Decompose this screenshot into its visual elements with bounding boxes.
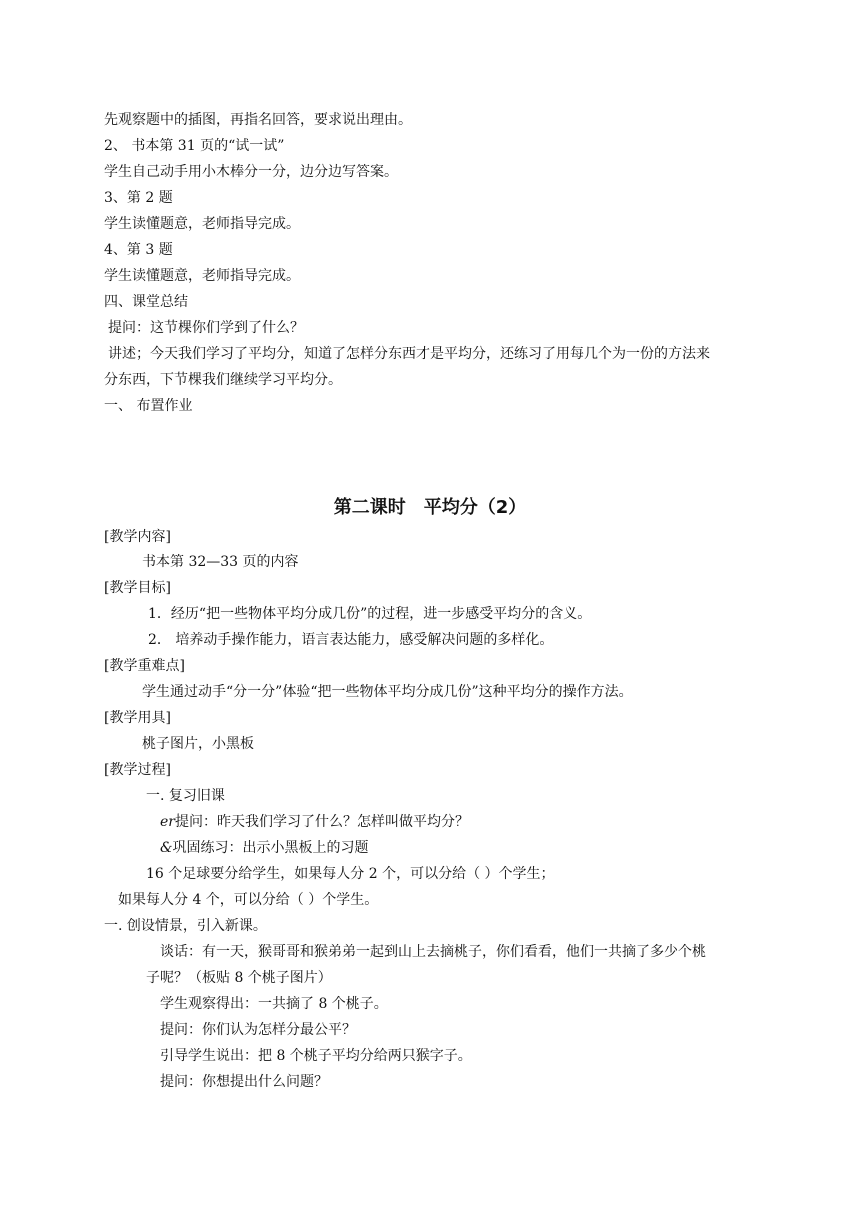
goal-item: 1．经历“把一些物体平均分成几份”的过程，进一步感受平均分的含义。 [148,606,592,622]
intro-heading: 一. 创设情景，引入新课。 [104,918,267,934]
text-line: 学生读懂题意，老师指导完成。 [104,268,300,284]
exercise-line: 16 个足球要分给学生，如果每人分 2 个，可以分给（ ）个学生； [146,866,555,882]
exercise-line: 如果每人分 4 个，可以分给（ ）个学生。 [118,892,379,908]
goal-item: 2． 培养动手操作能力，语言表达能力，感受解决问题的多样化。 [148,632,554,648]
review-exercise [160,839,368,857]
text-line: 先观察题中的插图，再指名回答，要求说出理由。 [104,112,412,128]
review-exercise-text: 巩固练习：出示小黑板上的习题 [172,840,369,856]
ask-question-text: 提问：你想提出什么问题？ [160,1074,328,1090]
guide-text: 引导学生说出：把 8 个桃子平均分给两只猴字子。 [160,1048,472,1064]
section-heading: 一、 布置作业 [104,398,193,414]
ask-fair-text: 提问：你们认为怎样分最公平？ [160,1022,356,1038]
tools-text: 桃子图片，小黑板 [142,736,254,752]
review-heading: 一. 复习旧课 [146,788,225,804]
observe-text: 学生观察得出：一共摘了 8 个桃子。 [160,996,388,1012]
bullet-icon: er [160,814,175,830]
tools-heading: [教学用具] [104,710,171,726]
text-line: 分东西，下节棵我们继续学习平均分。 [104,372,342,388]
text-line: 讲述；今天我们学习了平均分，知道了怎样分东西才是平均分，还练习了用每几个为一份的方法来 [108,346,710,362]
section-heading: 四、课堂总结 [104,294,188,310]
story-text: 子呢？（板贴 8 个桃子图片） [146,970,332,986]
content-heading: [教学内容] [104,529,171,545]
story-text: 谈话：有一天，猴哥哥和猴弟弟一起到山上去摘桃子，你们看看，他们一共摘了多少个桃 [160,944,706,960]
process-heading: [教学过程] [104,762,171,778]
text-line: 3、第 2 题 [104,190,173,206]
keypoints-text: 学生通过动手“分一分”体验“把一些物体平均分成几份”这种平均分的操作方法。 [142,684,633,700]
review-question [160,813,469,831]
goals-heading: [教学目标] [104,580,171,596]
bullet-icon: & [160,840,173,856]
text-line: 学生自己动手用小木棒分一分，边分边写答案。 [104,164,398,180]
text-line: 4、第 3 题 [104,242,173,258]
text-line: 学生读懂题意，老师指导完成。 [104,216,300,232]
text-line: 2、 书本第 31 页的“试一试” [104,138,285,154]
content-text: 书本第 32—33 页的内容 [142,554,299,570]
text-line: 提问：这节棵你们学到了什么？ [108,320,304,336]
review-question-text: 提问：昨天我们学习了什么？怎样叫做平均分？ [174,814,469,830]
keypoints-heading: [教学重难点] [104,658,185,674]
page-title: 第二课时 平均分（2） [333,497,527,518]
